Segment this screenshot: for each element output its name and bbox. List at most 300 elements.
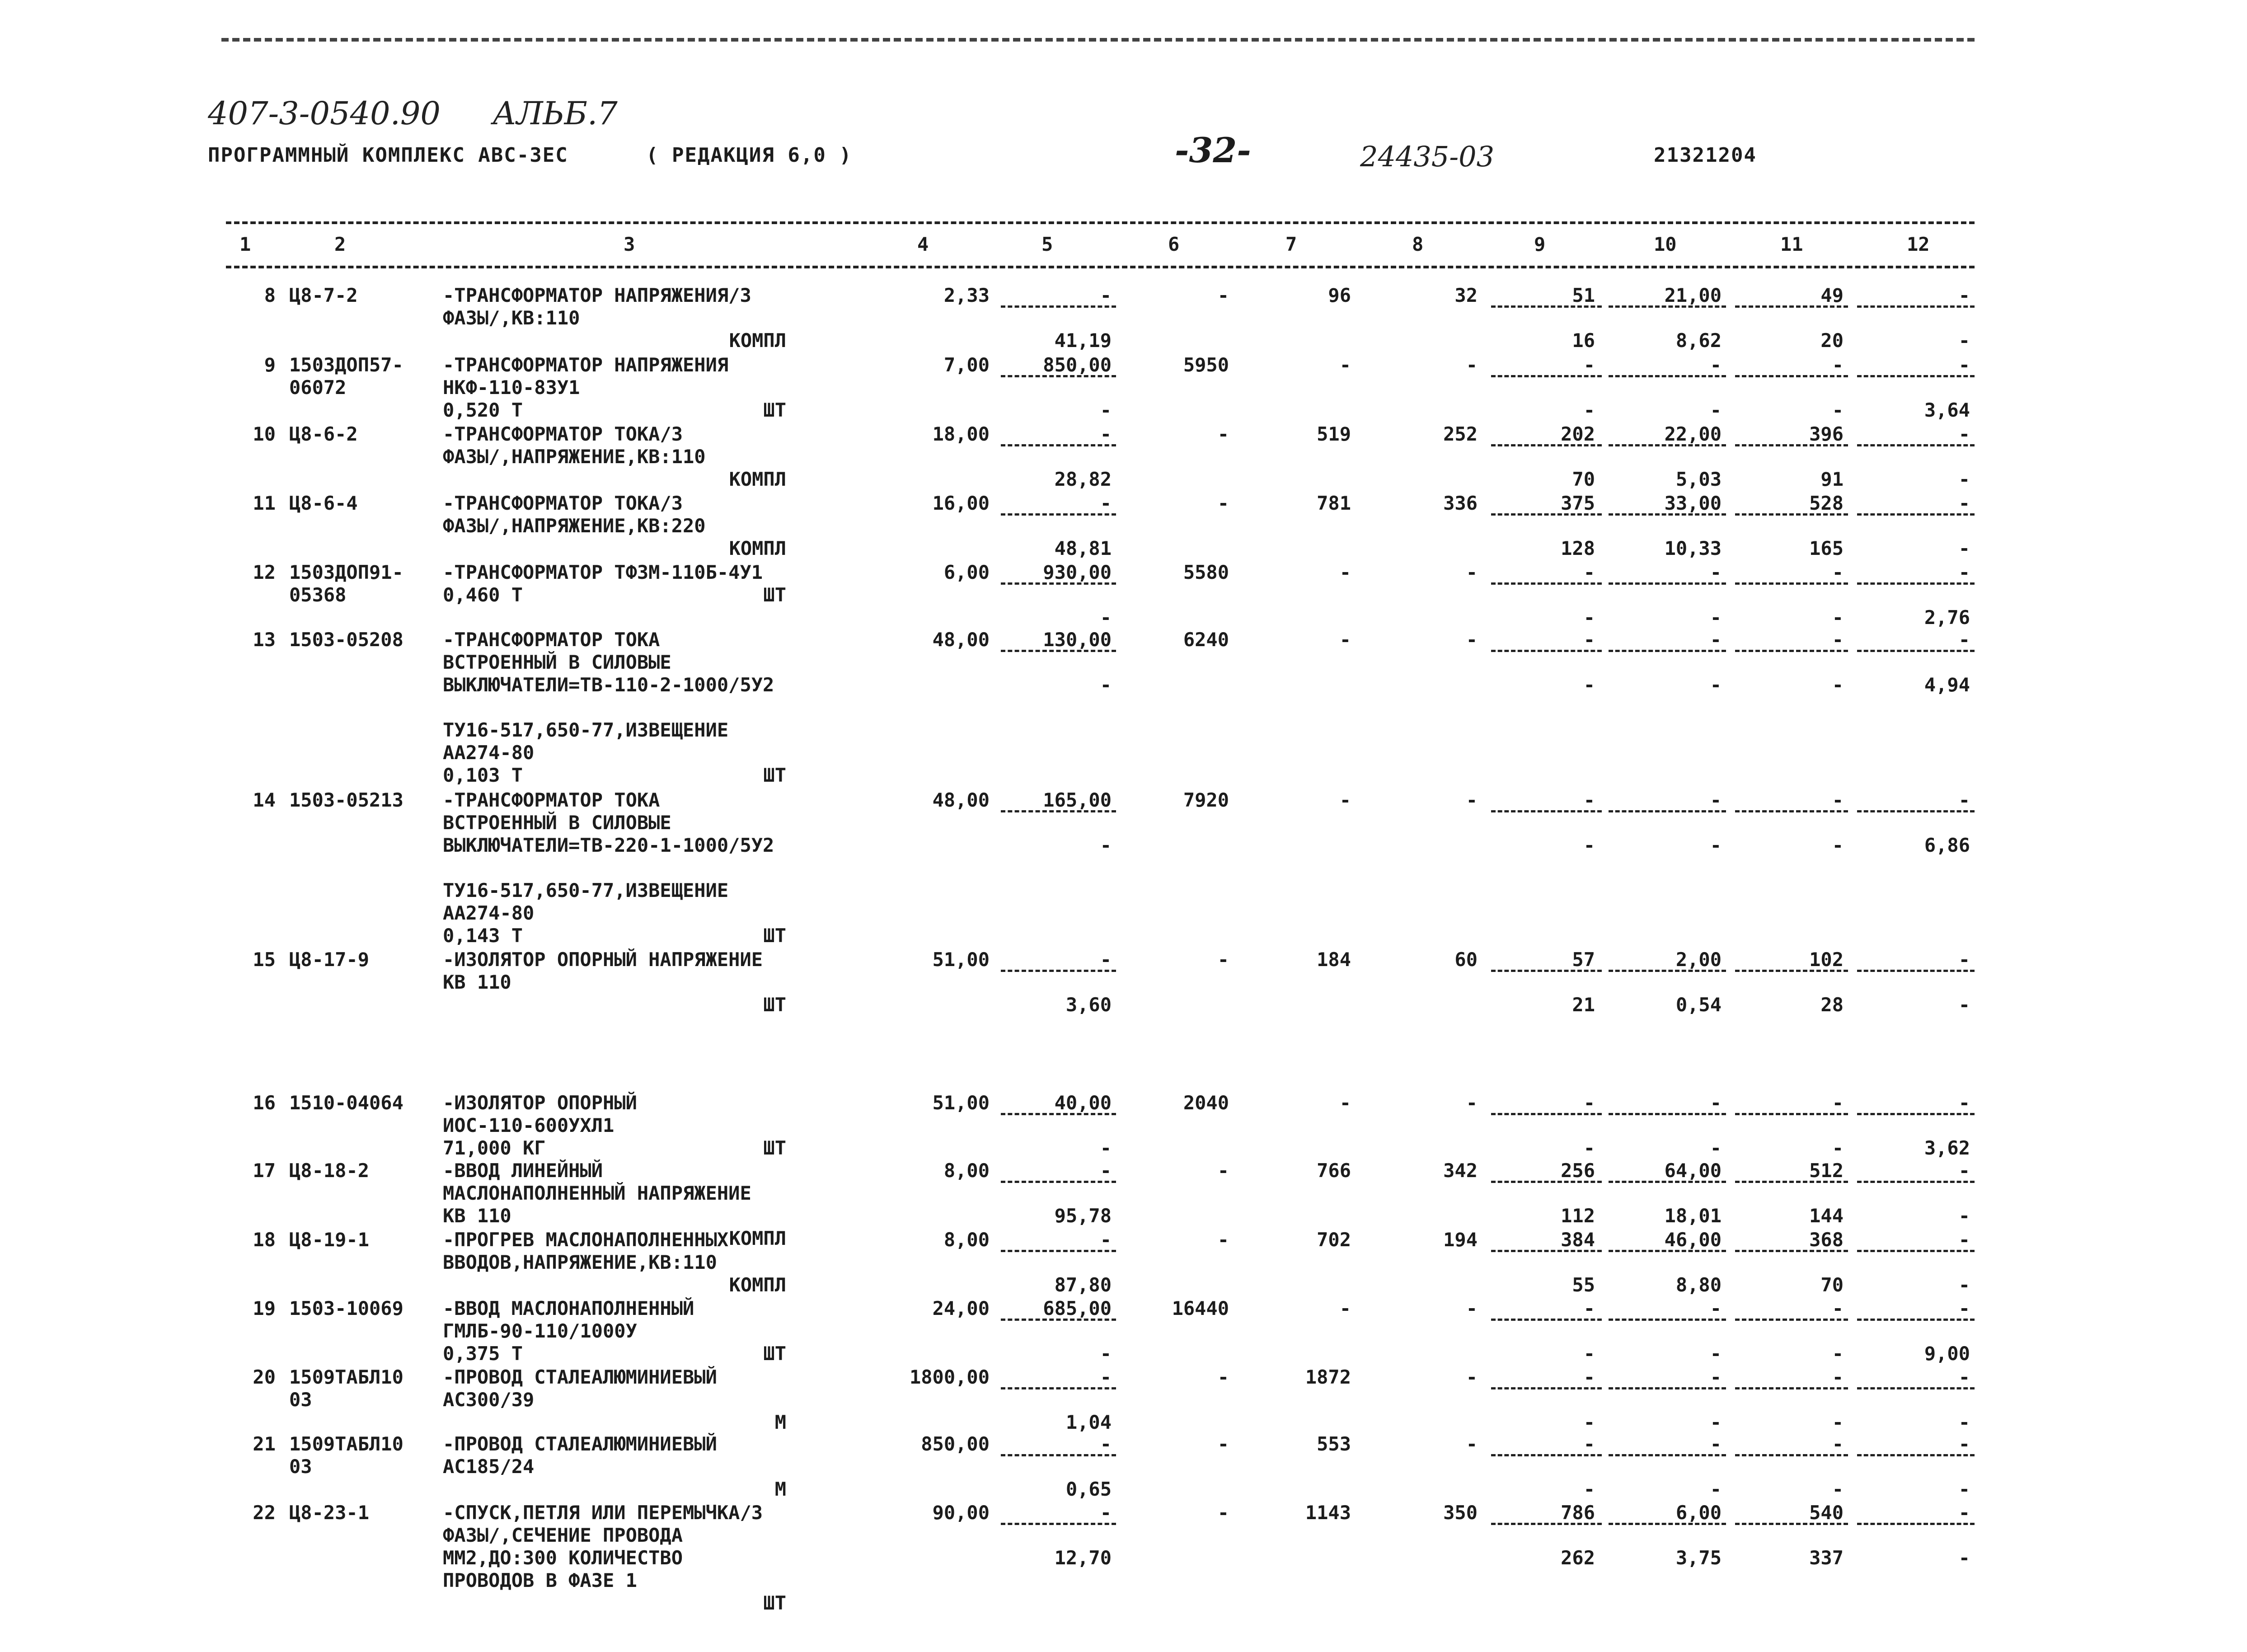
row-description: ММ2,ДО:300 КОЛИЧЕСТВО xyxy=(443,1547,683,1569)
cell-col12: - xyxy=(1958,492,1970,514)
cell-separator xyxy=(1857,1319,1975,1321)
cell-col12-second: - xyxy=(1958,1411,1970,1433)
row-code: 1509ТАБЛ10 xyxy=(289,1366,403,1388)
cell-col12: - xyxy=(1958,1229,1970,1251)
row-number: 17 xyxy=(253,1159,276,1182)
cell-col12: - xyxy=(1958,1297,1970,1319)
cell-col12-second: - xyxy=(1958,468,1970,490)
cell-col10-second: - xyxy=(1710,1478,1722,1500)
row-number: 20 xyxy=(253,1366,276,1388)
cell-col6: - xyxy=(1217,948,1229,971)
row-unit: ШТ xyxy=(763,584,786,606)
cell-col5: 685,00 xyxy=(1043,1297,1112,1319)
cell-col5: - xyxy=(1100,1433,1112,1455)
row-description: ПРОВОДОВ В ФАЗЕ 1 xyxy=(443,1569,637,1591)
cell-col6: 7920 xyxy=(1183,789,1229,811)
cell-separator xyxy=(1857,1250,1975,1252)
cell-col6: 16440 xyxy=(1172,1297,1229,1319)
cell-col11-second: - xyxy=(1832,834,1844,856)
cell-col8: - xyxy=(1466,354,1478,376)
cell-col12: - xyxy=(1958,948,1970,971)
row-description: КВ 110 xyxy=(443,971,511,993)
cell-col10-second: 10,33 xyxy=(1664,537,1722,559)
cell-separator xyxy=(1857,582,1975,585)
cell-col9: - xyxy=(1583,1092,1595,1114)
cell-col5: - xyxy=(1100,492,1112,514)
cell-col5-second: 95,78 xyxy=(1054,1205,1112,1227)
cell-col5: 930,00 xyxy=(1043,561,1112,583)
cell-col8: 32 xyxy=(1454,284,1478,306)
row-code: Ц8-23-1 xyxy=(289,1502,370,1524)
cell-col10-second: 5,03 xyxy=(1675,468,1722,490)
row-code: Ц8-17-9 xyxy=(289,948,370,971)
row-code: 06072 xyxy=(289,376,347,399)
cell-col9-second: 55 xyxy=(1572,1274,1595,1296)
cell-col12: - xyxy=(1958,1366,1970,1388)
cell-separator xyxy=(1491,1387,1602,1389)
cell-separator xyxy=(1735,1250,1848,1252)
cell-col12-second: - xyxy=(1958,329,1970,352)
cell-col10: - xyxy=(1710,789,1722,811)
cell-col5: - xyxy=(1100,1366,1112,1388)
cell-col5: - xyxy=(1100,948,1112,971)
cell-col9: 51 xyxy=(1572,284,1595,306)
table-header-rule xyxy=(226,266,1975,268)
cell-col8: - xyxy=(1466,629,1478,651)
cell-separator xyxy=(1609,513,1726,516)
cell-col10: - xyxy=(1710,1366,1722,1388)
row-description: -ТРАНСФОРМАТОР ТОКА/3 xyxy=(443,492,683,514)
cell-col9-second: - xyxy=(1583,834,1595,856)
cell-col4: 51,00 xyxy=(932,1092,990,1114)
cell-col8: 60 xyxy=(1454,948,1478,971)
cell-col12: - xyxy=(1958,1159,1970,1182)
cell-col11-second: - xyxy=(1832,1137,1844,1159)
row-number: 22 xyxy=(253,1502,276,1524)
cell-separator xyxy=(1857,810,1975,812)
cell-separator xyxy=(1491,375,1602,377)
cell-col10-second: - xyxy=(1710,1342,1722,1365)
row-unit: ШТ xyxy=(763,925,786,947)
row-description: 0,103 Т xyxy=(443,764,523,786)
cell-col11: - xyxy=(1832,354,1844,376)
cell-separator xyxy=(1609,1387,1726,1389)
cell-col12-second: - xyxy=(1958,1478,1970,1500)
row-number: 18 xyxy=(253,1229,276,1251)
cell-separator xyxy=(1491,582,1602,585)
cell-separator xyxy=(1609,444,1726,446)
cell-col12-second: - xyxy=(1958,1274,1970,1296)
cell-col9: - xyxy=(1583,789,1595,811)
cell-separator xyxy=(1857,444,1975,446)
row-description: ВЫКЛЮЧАТЕЛИ=ТВ-220-1-1000/5У2 xyxy=(443,834,774,856)
cell-separator xyxy=(1857,305,1975,308)
cell-col6: - xyxy=(1217,1159,1229,1182)
row-description: ВВОДОВ,НАПРЯЖЕНИЕ,КВ:110 xyxy=(443,1251,717,1273)
row-code: Ц8-18-2 xyxy=(289,1159,370,1182)
cell-col11: - xyxy=(1832,1297,1844,1319)
row-description: -ТРАНСФОРМАТОР ТОКА xyxy=(443,789,660,811)
cell-col12: - xyxy=(1958,629,1970,651)
cell-col10: 46,00 xyxy=(1664,1229,1722,1251)
cell-col4: 48,00 xyxy=(932,629,990,651)
cell-separator xyxy=(1857,970,1975,972)
cell-col10: - xyxy=(1710,561,1722,583)
cell-col8: 252 xyxy=(1443,423,1478,445)
cell-separator xyxy=(1735,810,1848,812)
cell-separator xyxy=(1735,650,1848,652)
cell-col12-second: - xyxy=(1958,1547,1970,1569)
cell-col11-second: - xyxy=(1832,399,1844,421)
cell-col8: - xyxy=(1466,1297,1478,1319)
cell-col10-second: - xyxy=(1710,1137,1722,1159)
row-description: КВ 110 xyxy=(443,1205,511,1227)
cell-col5: - xyxy=(1100,284,1112,306)
cell-col11: - xyxy=(1832,1092,1844,1114)
row-unit: ШТ xyxy=(763,1592,786,1614)
cell-col9-second: 112 xyxy=(1561,1205,1595,1227)
cell-col5: - xyxy=(1100,1159,1112,1182)
cell-col10-second: 8,80 xyxy=(1675,1274,1722,1296)
row-description: АС185/24 xyxy=(443,1455,535,1478)
cell-col7: 96 xyxy=(1328,284,1351,306)
row-description: -ВВОД МАСЛОНАПОЛНЕННЫЙ xyxy=(443,1297,694,1319)
row-description: ТУ16-517,650-77,ИЗВЕЩЕНИЕ xyxy=(443,719,729,741)
cell-col12: - xyxy=(1958,789,1970,811)
cell-col4: 1800,00 xyxy=(909,1366,990,1388)
cell-separator xyxy=(1001,513,1116,516)
cell-col9-second: - xyxy=(1583,674,1595,696)
cell-col10: - xyxy=(1710,629,1722,651)
cell-col5-second: - xyxy=(1100,606,1112,629)
cell-separator xyxy=(1491,1113,1602,1115)
cell-separator xyxy=(1735,375,1848,377)
cell-separator xyxy=(1491,970,1602,972)
row-description: 71,000 КГ xyxy=(443,1137,546,1159)
cell-col4: 18,00 xyxy=(932,423,990,445)
cell-col5: 165,00 xyxy=(1043,789,1112,811)
cell-col9-second: 262 xyxy=(1561,1547,1595,1569)
row-unit: ШТ xyxy=(763,1342,786,1365)
cell-col4: 2,33 xyxy=(943,284,990,306)
cell-separator xyxy=(1609,582,1726,585)
cell-col11-second: 144 xyxy=(1809,1205,1844,1227)
cell-col9: 57 xyxy=(1572,948,1595,971)
cell-col10: 64,00 xyxy=(1664,1159,1722,1182)
cell-col7: 1143 xyxy=(1305,1502,1351,1524)
cell-separator xyxy=(1001,1250,1116,1252)
cell-col4: 7,00 xyxy=(943,354,990,376)
row-number: 16 xyxy=(253,1092,276,1114)
cell-separator xyxy=(1001,1113,1116,1115)
cell-separator xyxy=(1735,1523,1848,1525)
cell-col11-second: - xyxy=(1832,1411,1844,1433)
col-11: 11 xyxy=(1780,233,1803,255)
cell-separator xyxy=(1001,650,1116,652)
cell-col11: 528 xyxy=(1809,492,1844,514)
cell-col7: - xyxy=(1339,1297,1351,1319)
cell-col5-second: 87,80 xyxy=(1054,1274,1112,1296)
cell-separator xyxy=(1735,1113,1848,1115)
cell-separator xyxy=(1735,305,1848,308)
cell-col6: - xyxy=(1217,1366,1229,1388)
cell-col5: - xyxy=(1100,1229,1112,1251)
row-description: -ПРОВОД СТАЛЕАЛЮМИНИЕВЫЙ xyxy=(443,1433,717,1455)
cell-col7: - xyxy=(1339,789,1351,811)
row-code: Ц8-6-4 xyxy=(289,492,358,514)
cell-col10-second: - xyxy=(1710,606,1722,629)
cell-col10: - xyxy=(1710,1433,1722,1455)
page-number: -32- xyxy=(1175,130,1251,170)
row-description: -ТРАНСФОРМАТОР НАПРЯЖЕНИЯ xyxy=(443,354,729,376)
col-5: 5 xyxy=(1041,233,1053,255)
cell-col12-second: - xyxy=(1958,994,1970,1016)
cell-col9-second: 16 xyxy=(1572,329,1595,352)
cell-separator xyxy=(1609,1181,1726,1183)
row-description: ФАЗЫ/,НАПРЯЖЕНИЕ,КВ:220 xyxy=(443,515,706,537)
row-description: НКФ-110-83У1 xyxy=(443,376,580,399)
cell-col7: 766 xyxy=(1317,1159,1351,1182)
row-code: 1503-05213 xyxy=(289,789,403,811)
cell-col5-second: - xyxy=(1100,1342,1112,1365)
cell-col10-second: - xyxy=(1710,834,1722,856)
row-description: МАСЛОНАПОЛНЕННЫЙ НАПРЯЖЕНИЕ xyxy=(443,1182,751,1204)
row-number: 12 xyxy=(253,561,276,583)
cell-col10-second: 8,62 xyxy=(1675,329,1722,352)
cell-col10-second: 18,01 xyxy=(1664,1205,1722,1227)
cell-separator xyxy=(1001,1454,1116,1456)
cell-separator xyxy=(1491,305,1602,308)
cell-col7: - xyxy=(1339,354,1351,376)
cell-separator xyxy=(1609,305,1726,308)
cell-col9-second: - xyxy=(1583,1478,1595,1500)
cell-separator xyxy=(1001,1523,1116,1525)
cell-col10: - xyxy=(1710,1297,1722,1319)
cell-col9-second: - xyxy=(1583,1342,1595,1365)
col-1: 1 xyxy=(239,233,251,255)
cell-col6: - xyxy=(1217,284,1229,306)
cell-separator xyxy=(1609,1113,1726,1115)
cell-col9: - xyxy=(1583,1433,1595,1455)
cell-separator xyxy=(1735,1454,1848,1456)
program-edition: ( РЕДАКЦИЯ 6,0 ) xyxy=(646,144,852,167)
cell-col9: 786 xyxy=(1561,1502,1595,1524)
col-7: 7 xyxy=(1285,233,1297,255)
handwritten-project-code: 407-3-0540.90 xyxy=(208,95,441,132)
cell-col7: 1872 xyxy=(1305,1366,1351,1388)
table-top-rule xyxy=(226,221,1975,224)
cell-col11-second: - xyxy=(1832,606,1844,629)
cell-col12-second: 3,64 xyxy=(1924,399,1970,421)
top-dashed-border xyxy=(221,38,1975,42)
cell-col11: 368 xyxy=(1809,1229,1844,1251)
cell-col10: 33,00 xyxy=(1664,492,1722,514)
cell-col8: 194 xyxy=(1443,1229,1478,1251)
cell-separator xyxy=(1001,305,1116,308)
cell-col7: 702 xyxy=(1317,1229,1351,1251)
cell-col8: 336 xyxy=(1443,492,1478,514)
cell-separator xyxy=(1491,1250,1602,1252)
col-12: 12 xyxy=(1907,233,1930,255)
row-number: 8 xyxy=(264,284,276,306)
cell-col9-second: - xyxy=(1583,1137,1595,1159)
row-code: 03 xyxy=(289,1389,312,1411)
cell-separator xyxy=(1857,1523,1975,1525)
cell-col6: - xyxy=(1217,1229,1229,1251)
cell-separator xyxy=(1857,513,1975,516)
row-description: 0,143 Т xyxy=(443,925,523,947)
row-description: -ТРАНСФОРМАТОР ТОКА/3 xyxy=(443,423,683,445)
row-number: 21 xyxy=(253,1433,276,1455)
cell-separator xyxy=(1001,810,1116,812)
row-code: Ц8-19-1 xyxy=(289,1229,370,1251)
col-10: 10 xyxy=(1654,233,1677,255)
row-description: ФАЗЫ/,НАПРЯЖЕНИЕ,КВ:110 xyxy=(443,446,706,468)
cell-col7: 519 xyxy=(1317,423,1351,445)
cell-separator xyxy=(1491,1319,1602,1321)
cell-col5-second: - xyxy=(1100,834,1112,856)
cell-col5-second: 28,82 xyxy=(1054,468,1112,490)
cell-col11: - xyxy=(1832,789,1844,811)
cell-col9: - xyxy=(1583,629,1595,651)
cell-col12-second: - xyxy=(1958,1205,1970,1227)
cell-col10: 21,00 xyxy=(1664,284,1722,306)
cell-col9: 384 xyxy=(1561,1229,1595,1251)
cell-col4: 90,00 xyxy=(932,1502,990,1524)
handwritten-doc-number: 24435-03 xyxy=(1360,140,1495,173)
cell-col12: - xyxy=(1958,1433,1970,1455)
cell-col5-second: 1,04 xyxy=(1065,1411,1112,1433)
cell-col9: - xyxy=(1583,1297,1595,1319)
row-description: ТУ16-517,650-77,ИЗВЕЩЕНИЕ xyxy=(443,879,729,901)
cell-col11-second: 91 xyxy=(1820,468,1844,490)
cell-col9-second: - xyxy=(1583,399,1595,421)
cell-col5-second: 0,65 xyxy=(1065,1478,1112,1500)
row-description: -ТРАНСФОРМАТОР НАПРЯЖЕНИЯ/3 xyxy=(443,284,751,306)
cell-col7: - xyxy=(1339,561,1351,583)
cell-col5: - xyxy=(1100,1502,1112,1524)
row-number: 15 xyxy=(253,948,276,971)
cell-col9: - xyxy=(1583,1366,1595,1388)
cell-col11: - xyxy=(1832,561,1844,583)
row-unit: КОМПЛ xyxy=(729,1227,786,1249)
cell-col10-second: - xyxy=(1710,399,1722,421)
cell-separator xyxy=(1001,444,1116,446)
cell-col12-second: 4,94 xyxy=(1924,674,1970,696)
cell-col10-second: - xyxy=(1710,1411,1722,1433)
row-description: -ИЗОЛЯТОР ОПОРНЫЙ xyxy=(443,1092,637,1114)
cell-separator xyxy=(1491,1523,1602,1525)
cell-col9: - xyxy=(1583,561,1595,583)
cell-col8: 350 xyxy=(1443,1502,1478,1524)
cell-col11-second: 20 xyxy=(1820,329,1844,352)
row-number: 9 xyxy=(264,354,276,376)
row-code: Ц8-7-2 xyxy=(289,284,358,306)
cell-col12-second: 6,86 xyxy=(1924,834,1970,856)
cell-col7: 184 xyxy=(1317,948,1351,971)
col-4: 4 xyxy=(917,233,929,255)
cell-col9-second: - xyxy=(1583,1411,1595,1433)
row-number: 13 xyxy=(253,629,276,651)
cell-separator xyxy=(1001,1319,1116,1321)
cell-col12: - xyxy=(1958,561,1970,583)
cell-separator xyxy=(1735,513,1848,516)
cell-col6: - xyxy=(1217,1502,1229,1524)
row-description: ВСТРОЕННЫЙ В СИЛОВЫЕ xyxy=(443,651,671,673)
cell-col9-second: 21 xyxy=(1572,994,1595,1016)
cell-col8: - xyxy=(1466,1433,1478,1455)
row-unit: ШТ xyxy=(763,1137,786,1159)
row-code: 1503ДОП57- xyxy=(289,354,403,376)
cell-col4: 8,00 xyxy=(943,1229,990,1251)
row-description: 0,520 Т xyxy=(443,399,523,421)
cell-col11-second: 165 xyxy=(1809,537,1844,559)
row-unit: КОМПЛ xyxy=(729,329,786,352)
cell-col4: 48,00 xyxy=(932,789,990,811)
cell-col6: 2040 xyxy=(1183,1092,1229,1114)
cell-col9-second: - xyxy=(1583,606,1595,629)
cell-col8: - xyxy=(1466,1092,1478,1114)
cell-col4: 16,00 xyxy=(932,492,990,514)
cell-col12: - xyxy=(1958,354,1970,376)
cell-col11-second: 337 xyxy=(1809,1547,1844,1569)
row-description: -ВВОД ЛИНЕЙНЫЙ xyxy=(443,1159,603,1182)
cell-col11: - xyxy=(1832,1433,1844,1455)
cell-col5-second: - xyxy=(1100,674,1112,696)
cell-separator xyxy=(1609,1523,1726,1525)
cell-col11: - xyxy=(1832,629,1844,651)
cell-col9-second: 128 xyxy=(1561,537,1595,559)
cell-col11: 49 xyxy=(1820,284,1844,306)
row-unit: КОМПЛ xyxy=(729,1274,786,1296)
row-description: 0,375 Т xyxy=(443,1342,523,1365)
cell-col5-second: 48,81 xyxy=(1054,537,1112,559)
row-number: 11 xyxy=(253,492,276,514)
row-description: ФАЗЫ/,СЕЧЕНИЕ ПРОВОДА xyxy=(443,1524,683,1546)
cell-col10: 6,00 xyxy=(1675,1502,1722,1524)
cell-col7: 553 xyxy=(1317,1433,1351,1455)
row-number: 14 xyxy=(253,789,276,811)
cell-col6: 6240 xyxy=(1183,629,1229,651)
cell-col10-second: 3,75 xyxy=(1675,1547,1722,1569)
cell-separator xyxy=(1609,1250,1726,1252)
cell-col11: 102 xyxy=(1809,948,1844,971)
row-code: 1510-04064 xyxy=(289,1092,403,1114)
cell-col6: 5950 xyxy=(1183,354,1229,376)
cell-col11-second: 70 xyxy=(1820,1274,1844,1296)
cell-col8: - xyxy=(1466,789,1478,811)
cell-separator xyxy=(1609,375,1726,377)
cell-separator xyxy=(1735,1387,1848,1389)
cell-col12: - xyxy=(1958,1502,1970,1524)
cell-col10: - xyxy=(1710,354,1722,376)
cell-separator xyxy=(1001,970,1116,972)
cell-col5: 130,00 xyxy=(1043,629,1112,651)
row-description: АА274-80 xyxy=(443,742,535,764)
cell-col4: 24,00 xyxy=(932,1297,990,1319)
row-code: 05368 xyxy=(289,584,347,606)
cell-col11-second: - xyxy=(1832,674,1844,696)
row-description: -ТРАНСФОРМАТОР ТОКА xyxy=(443,629,660,651)
cell-col8: - xyxy=(1466,561,1478,583)
cell-col5: - xyxy=(1100,423,1112,445)
cell-separator xyxy=(1491,810,1602,812)
cell-col12: - xyxy=(1958,1092,1970,1114)
handwritten-album: АЛЬБ.7 xyxy=(493,95,618,132)
cell-col9-second: 70 xyxy=(1572,468,1595,490)
cell-separator xyxy=(1735,444,1848,446)
cell-col4: 850,00 xyxy=(921,1433,990,1455)
